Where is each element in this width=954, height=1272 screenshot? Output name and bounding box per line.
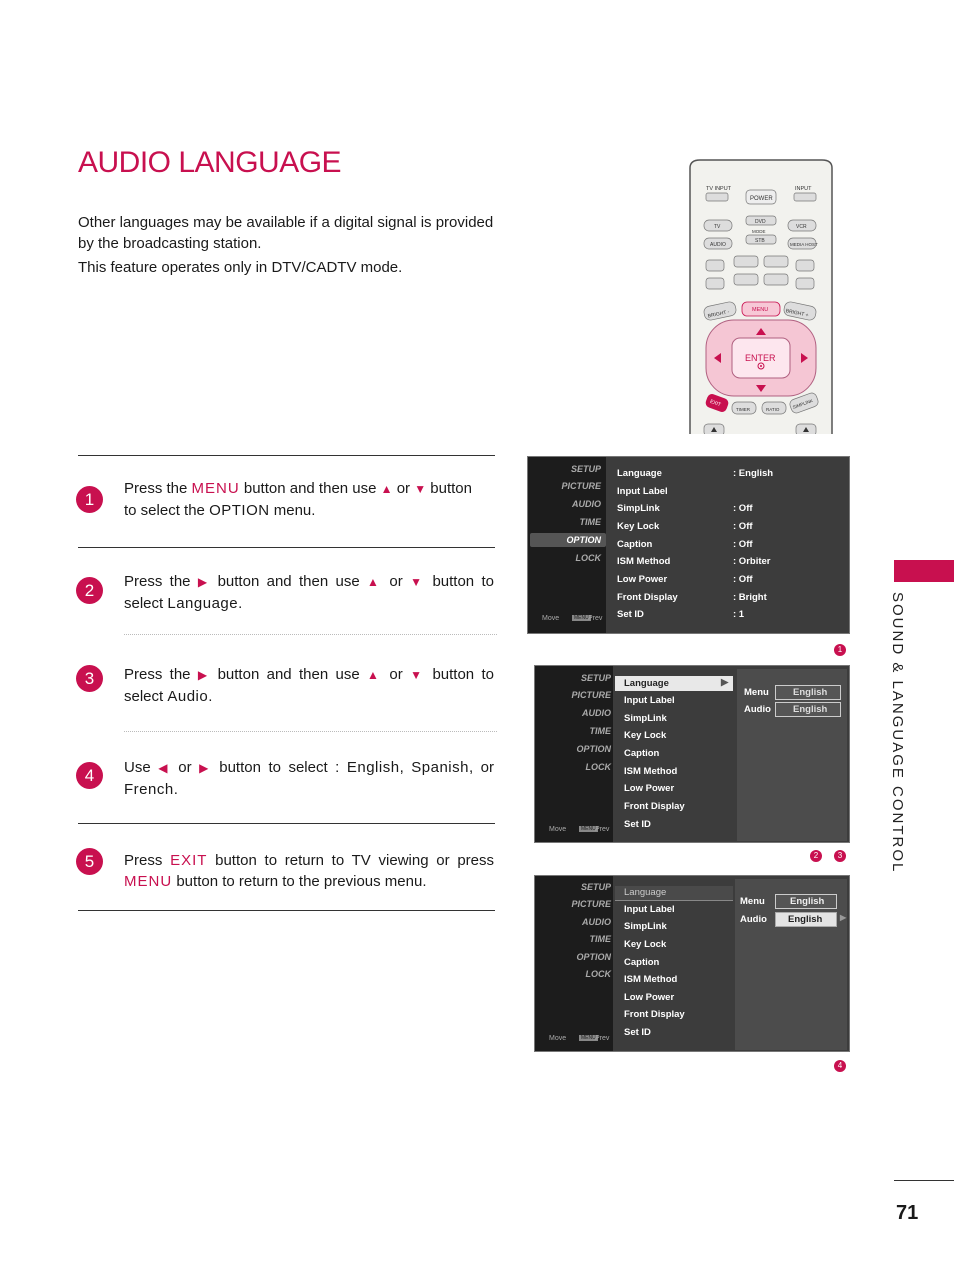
svg-text:RATIO: RATIO — [766, 407, 780, 412]
rule-bottom — [78, 910, 495, 911]
intro-line-2: by the broadcasting station. — [78, 235, 262, 252]
side-tab-marker — [894, 560, 954, 582]
page-number-rule — [894, 1180, 954, 1181]
svg-text:BRIGHT +: BRIGHT + — [785, 308, 809, 319]
step-number: 2 — [76, 577, 103, 604]
intro-line-3: This feature operates only in DTV/CADTV mode. — [78, 259, 403, 276]
step-number: 5 — [76, 848, 103, 875]
dotted-divider — [124, 634, 497, 635]
svg-text:INPUT: INPUT — [795, 186, 812, 192]
dotted-divider — [124, 731, 497, 732]
svg-text:BRIGHT -: BRIGHT - — [707, 309, 730, 320]
page-title: AUDIO LANGUAGE — [78, 146, 342, 179]
step-1-text: Press the MENU button and then use ▲ or ▼ button to select the OPTION menu. — [124, 480, 472, 519]
svg-text:TIMER: TIMER — [736, 407, 750, 412]
callout-badge: 4 — [834, 1060, 846, 1072]
remote-control-illustration — [688, 158, 834, 434]
rule — [78, 823, 495, 824]
callout-badge: 3 — [834, 850, 846, 862]
svg-text:TV: TV — [714, 224, 721, 230]
callout-badge: 1 — [834, 644, 846, 656]
section-side-label: SOUND & LANGUAGE CONTROL — [889, 592, 906, 874]
rule-top — [78, 455, 495, 456]
step-4-text: Use ◀ or ▶ button to select : English, Spanish, or French. — [124, 759, 494, 798]
svg-text:AUDIO: AUDIO — [710, 242, 726, 248]
tv-menu-screenshot-language: SETUP PICTURE AUDIO TIME OPTION LOCK Move MENU Prev Language ▶ Input Label SimpLink Key Lock Caption ISM Method Low Power Front Display Set ID Menu English Audio English — [534, 665, 850, 843]
svg-text:MENU: MENU — [752, 307, 769, 313]
step-number: 3 — [76, 665, 103, 692]
step-5-text: Press EXIT button to return to TV viewing or press MENU button to return to the previous menu. — [124, 852, 494, 890]
page-number: 71 — [896, 1202, 919, 1224]
svg-text:TV INPUT: TV INPUT — [706, 186, 732, 192]
callout-badge: 2 — [810, 850, 822, 862]
svg-text:ENTER: ENTER — [745, 353, 776, 363]
svg-text:SIMPLINK: SIMPLINK — [792, 398, 814, 410]
tv-menu-screenshot-option: SETUP PICTURE AUDIO TIME OPTION LOCK Move MENU Prev Language : English Input Label SimpLink : Off Key Lock : Off Caption : Off ISM Method : Orbiter Low Power : Off Front Display : Bright Set ID : 1 — [527, 456, 850, 634]
svg-text:STB: STB — [755, 238, 765, 244]
svg-text:VCR: VCR — [796, 224, 807, 230]
svg-text:MODE: MODE — [752, 229, 766, 234]
svg-text:MEDIA HOST: MEDIA HOST — [790, 242, 818, 247]
svg-text:POWER: POWER — [750, 196, 773, 202]
step-3-text: Press the ▶ button and then use ▲ or ▼ button to select Audio. — [124, 666, 494, 705]
rule — [78, 547, 495, 548]
svg-text:DVD: DVD — [755, 219, 766, 225]
step-number: 4 — [76, 762, 103, 789]
step-2-text: Press the ▶ button and then use ▲ or ▼ button to select Language. — [124, 573, 494, 612]
intro-line-1: Other languages may be available if a digital signal is provided — [78, 214, 494, 231]
step-number: 1 — [76, 486, 103, 513]
svg-text:EXIT: EXIT — [709, 398, 722, 409]
tv-menu-screenshot-audio: SETUP PICTURE AUDIO TIME OPTION LOCK Move MENU Prev Language Input Label SimpLink Key Lock Caption ISM Method Low Power Front Display Set ID Menu English Audio English ▶ — [534, 875, 850, 1052]
